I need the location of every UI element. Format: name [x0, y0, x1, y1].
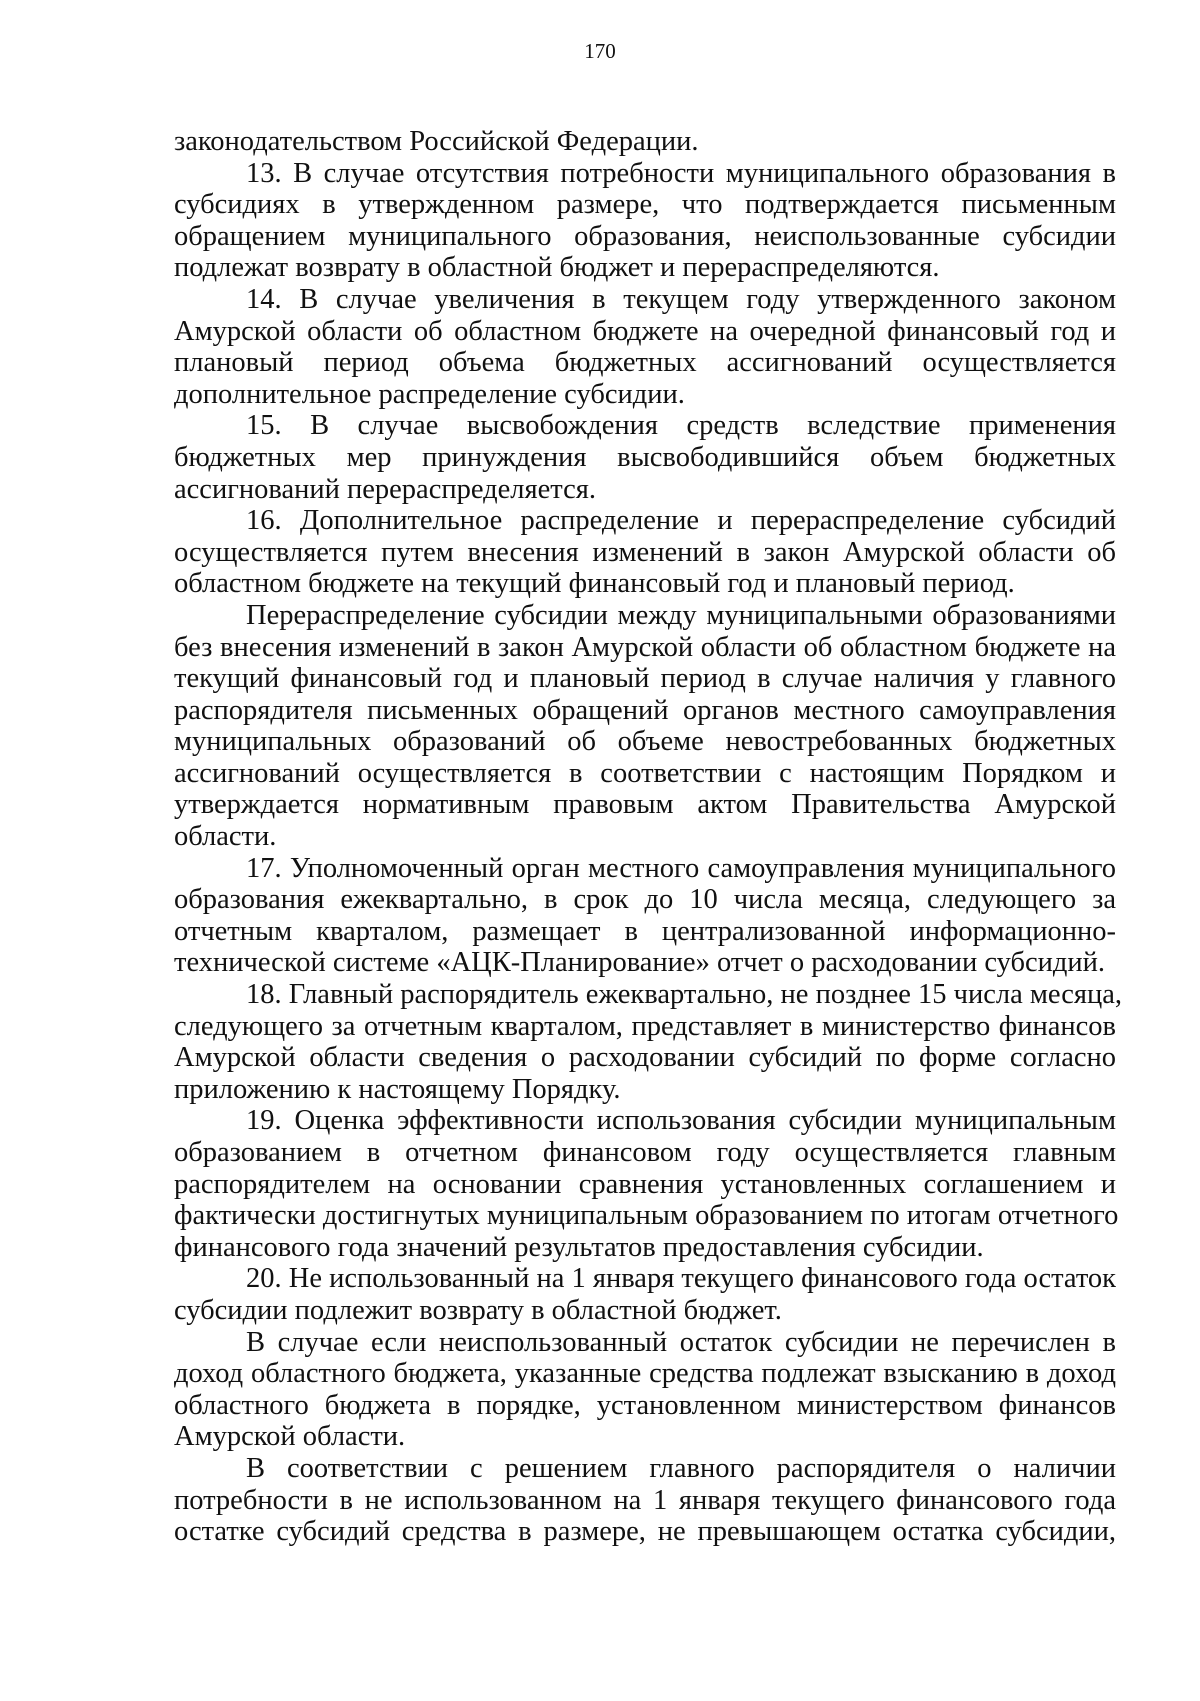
paragraph	[174, 410, 1116, 505]
paragraph-line: 18. Главный распорядитель ежеквартально, не позднее 15 числа месяца,	[246, 979, 1123, 1011]
paragraph-line: законодательством Российской Федерации.	[174, 126, 699, 157]
paragraph-line: дополнительное распределение субсидии.	[174, 378, 685, 410]
paragraph-line: остатке субсидий средства в размере, не превышающем остатка субсидии,	[174, 1516, 1116, 1548]
paragraph-line: распорядителем на основании сравнения установленных соглашением и	[174, 1168, 1116, 1200]
paragraph-line: потребности в не использованном на 1 января текущего финансового года	[174, 1484, 1116, 1516]
paragraph	[174, 979, 1123, 1105]
paragraph-line: 20. Не использованный на 1 января текущего финансового года остаток	[246, 1263, 1117, 1295]
paragraph-line: бюджетных мер принуждения высвободившийся объем бюджетных	[174, 441, 1116, 473]
paragraph-line: Амурской области об областном бюджете на очередной финансовый год и	[174, 315, 1116, 347]
paragraph-line: областном бюджете на текущий финансовый год и плановый период.	[174, 568, 1015, 600]
paragraph-line: Амурской области.	[174, 1421, 406, 1453]
paragraph-line: технической системе «АЦК-Планирование» отчет о расходовании субсидий.	[174, 947, 1106, 979]
paragraph-line: финансового года значений результатов предоставления субсидии.	[174, 1231, 984, 1263]
paragraph	[174, 158, 1116, 284]
paragraph-line: 19. Оценка эффективности использования субсидии муниципальным	[246, 1105, 1116, 1137]
paragraph-line: фактически достигнутых муниципальным образованием по итогам отчетного	[174, 1200, 1119, 1232]
document-body	[174, 126, 1123, 1548]
paragraph-line: субсидиях в утвержденном размере, что подтверждается письменным	[174, 189, 1116, 221]
paragraph-line: 16. Дополнительное распределение и перераспределение субсидий	[246, 505, 1116, 537]
paragraph-line: текущий финансовый год и плановый период в случае наличия у главного	[174, 663, 1116, 695]
paragraph	[174, 1453, 1116, 1548]
paragraph-line: Амурской области сведения о расходовании субсидий по форме согласно	[174, 1042, 1116, 1074]
paragraph-line: приложению к настоящему Порядку.	[174, 1073, 621, 1105]
paragraph-line: субсидии подлежит возврату в областной бюджет.	[174, 1294, 782, 1326]
paragraph-line: доход областного бюджета, указанные средства подлежат взысканию в доход	[174, 1358, 1116, 1390]
paragraph-line: обращением муниципального образования, неиспользованные субсидии	[174, 220, 1116, 252]
paragraph-line: образованием в отчетном финансовом году осуществляется главным	[174, 1137, 1116, 1168]
paragraph-line: 14. В случае увеличения в текущем году утвержденного законом	[246, 283, 1116, 315]
paragraph	[174, 600, 1116, 853]
paragraph-line: осуществляется путем внесения изменений в закон Амурской области об	[174, 536, 1116, 568]
paragraph-line: без внесения изменений в закон Амурской области об областном бюджете на	[174, 631, 1116, 663]
paragraph-line: 13. В случае отсутствия потребности муниципального образования в	[246, 157, 1116, 189]
paragraph-line: плановый период объема бюджетных ассигнований осуществляется	[174, 347, 1116, 379]
paragraph-line: образования ежеквартально, в срок до 10 числа месяца, следующего за	[174, 884, 1116, 916]
paragraph-line: следующего за отчетным кварталом, представляет в министерство финансов	[174, 1010, 1116, 1042]
paragraph	[174, 853, 1116, 979]
paragraph	[174, 1327, 1116, 1453]
paragraph-line: подлежат возврату в областной бюджет и перераспределяются.	[174, 252, 940, 284]
paragraph-line: 17. Уполномоченный орган местного самоуправления муниципального	[246, 852, 1116, 884]
paragraph	[174, 284, 1116, 410]
paragraph	[174, 505, 1116, 600]
paragraph-line: распорядителя письменных обращений органов местного самоуправления	[174, 694, 1116, 726]
page-number: 170	[584, 39, 616, 63]
paragraph-line: 15. В случае высвобождения средств вследствие применения	[246, 410, 1116, 442]
paragraph	[174, 1263, 1116, 1326]
paragraph-line: Перераспределение субсидии между муниципальными образованиями	[246, 599, 1116, 631]
paragraph-line: областного бюджета в порядке, установленном министерством финансов	[174, 1389, 1116, 1421]
paragraph-line: утверждается нормативным правовым актом Правительства Амурской	[174, 789, 1116, 821]
paragraph-line: В случае если неиспользованный остаток субсидии не перечислен в	[246, 1326, 1116, 1358]
paragraph	[174, 1105, 1119, 1263]
paragraph-line: В соответствии с решением главного распорядителя о наличии	[246, 1452, 1116, 1484]
paragraph-line: области.	[174, 821, 277, 853]
paragraph	[174, 126, 1116, 158]
paragraph-line: отчетным кварталом, размещает в централизованной информационно-	[174, 915, 1116, 947]
paragraph-line: ассигнований перераспределяется.	[174, 473, 596, 505]
paragraph-line: ассигнований осуществляется в соответствии с настоящим Порядком и	[174, 757, 1116, 789]
paragraph-line: муниципальных образований об объеме невостребованных бюджетных	[174, 726, 1116, 758]
